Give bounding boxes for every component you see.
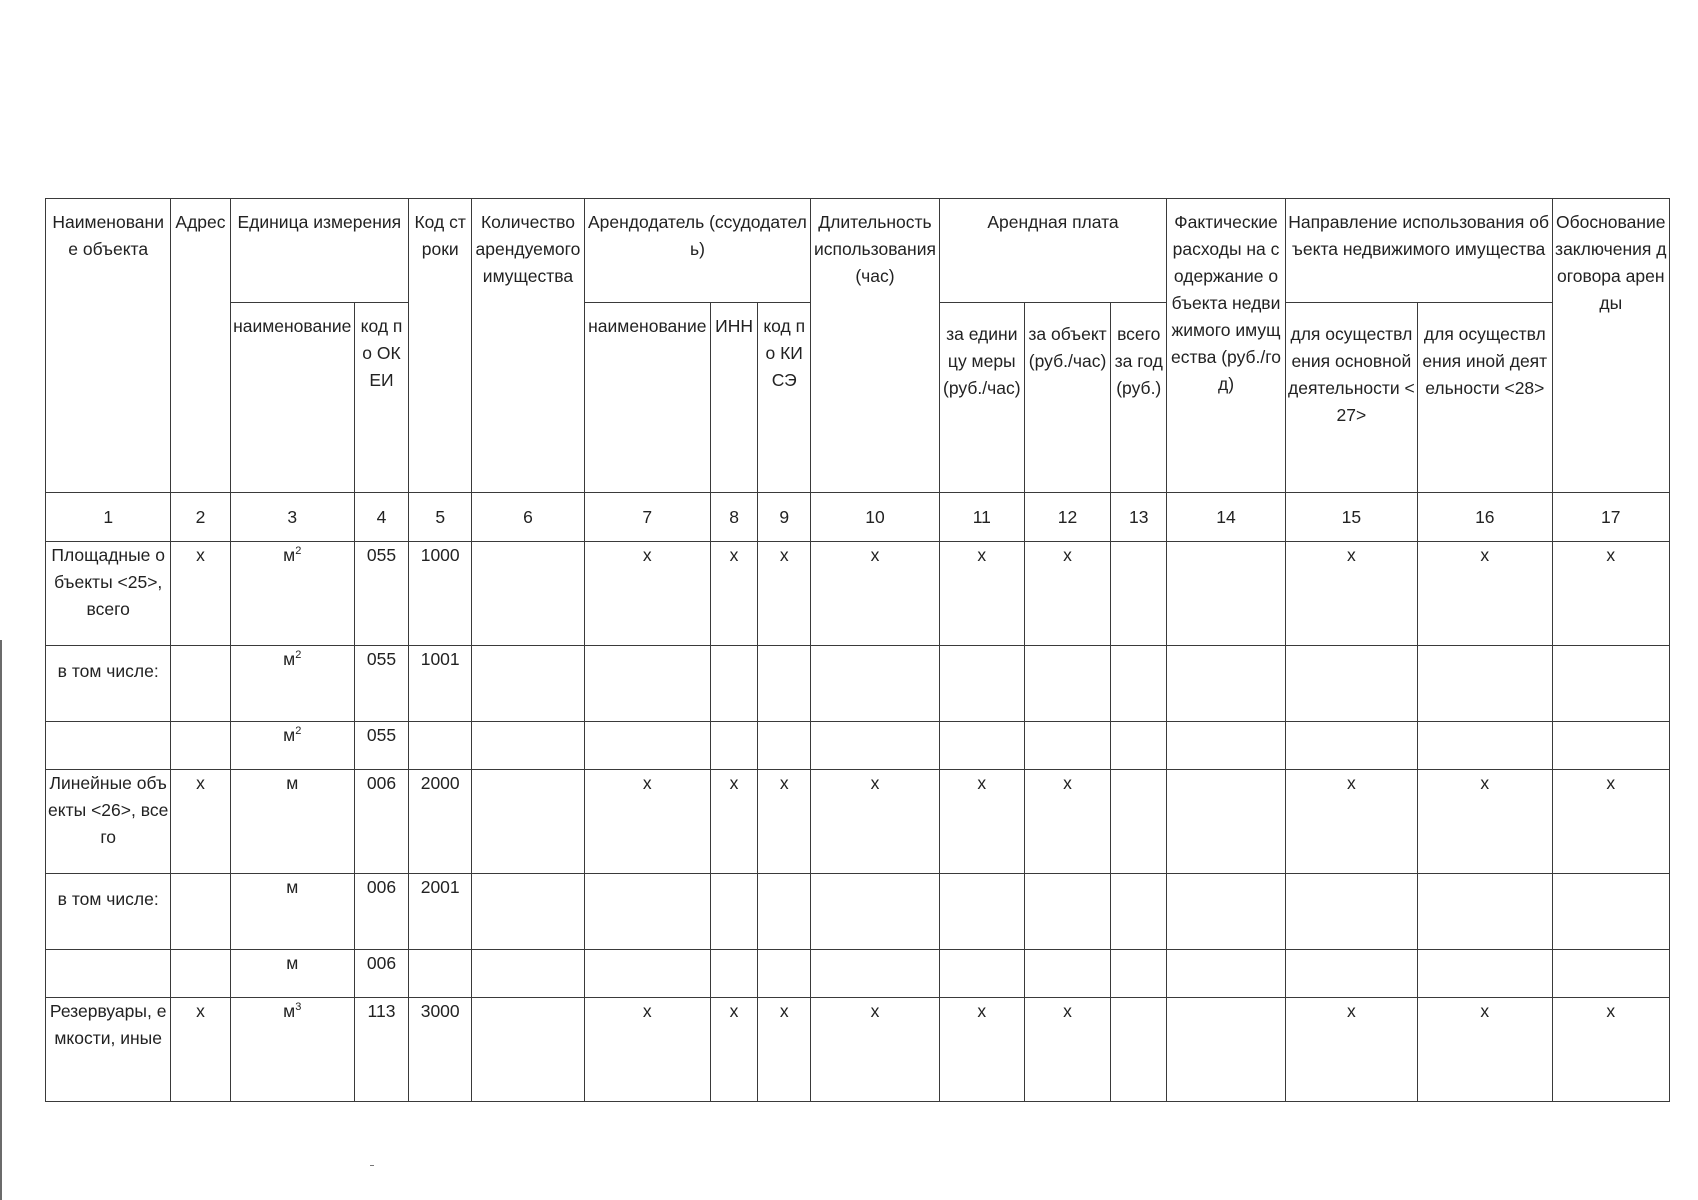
row-address: х xyxy=(171,998,230,1102)
table-row xyxy=(46,770,1670,874)
column-number-row xyxy=(46,493,1670,542)
row-object-name: Площадные объекты <25>, всего xyxy=(46,542,171,646)
row-quantity xyxy=(472,646,584,722)
row-landlord-inn: х xyxy=(710,542,757,646)
row-quantity xyxy=(472,998,584,1102)
row-basis: х xyxy=(1552,770,1669,874)
row-quantity xyxy=(472,950,584,998)
row-basis xyxy=(1552,874,1669,950)
row-unit-okei: 055 xyxy=(354,542,408,646)
row-landlord-inn: х xyxy=(710,998,757,1102)
table-row xyxy=(46,542,1670,646)
row-duration xyxy=(811,646,939,722)
row-code: 1000 xyxy=(409,542,472,646)
row-direction-other: х xyxy=(1418,770,1552,874)
row-rent-per-year xyxy=(1111,722,1167,770)
row-unit-okei: 113 xyxy=(354,998,408,1102)
row-basis xyxy=(1552,950,1669,998)
column-number: 1 xyxy=(46,493,171,542)
row-direction-other: х xyxy=(1418,998,1552,1102)
row-object-name: в том числе: xyxy=(46,646,171,722)
row-landlord-inn xyxy=(710,874,757,950)
unit-base: м xyxy=(283,649,296,669)
unit-base: м xyxy=(286,953,299,973)
row-rent-per-object xyxy=(1024,950,1110,998)
row-direction-main: х xyxy=(1285,998,1417,1102)
unit-base: м xyxy=(283,545,296,565)
row-unit-name xyxy=(230,770,354,874)
row-unit-name xyxy=(230,950,354,998)
row-rent-per-object: х xyxy=(1024,542,1110,646)
row-direction-other xyxy=(1418,950,1552,998)
row-expenses xyxy=(1167,646,1285,722)
header-object-name: Наименование объекта xyxy=(46,199,171,493)
row-direction-other: х xyxy=(1418,542,1552,646)
row-unit-okei: 055 xyxy=(354,646,408,722)
header-rent: Арендная плата xyxy=(939,199,1167,303)
header-quantity: Количество арендуемого имущества xyxy=(472,199,584,493)
unit-exponent: 2 xyxy=(295,725,302,738)
column-number: 4 xyxy=(354,493,408,542)
header-rent-per-object: за объект (руб./час) xyxy=(1024,303,1110,493)
row-address xyxy=(171,950,230,998)
row-duration: х xyxy=(811,770,939,874)
row-basis: х xyxy=(1552,542,1669,646)
row-expenses xyxy=(1167,770,1285,874)
row-rent-per-unit xyxy=(939,950,1024,998)
column-number: 12 xyxy=(1024,493,1110,542)
table-row xyxy=(46,998,1670,1102)
row-landlord-kise xyxy=(758,874,811,950)
header-duration: Длительность использования (час) xyxy=(811,199,939,493)
header-direction-main: для осуществления основной деятельности <27> xyxy=(1285,303,1417,493)
row-rent-per-year xyxy=(1111,542,1167,646)
row-landlord-kise: х xyxy=(758,770,811,874)
row-duration: х xyxy=(811,542,939,646)
row-address xyxy=(171,722,230,770)
row-landlord-name xyxy=(584,646,710,722)
row-quantity xyxy=(472,874,584,950)
row-direction-main: х xyxy=(1285,770,1417,874)
header-expenses: Фактические расходы на содержание объекта недвижимого имущества (руб./год) xyxy=(1167,199,1285,493)
row-unit-okei: 055 xyxy=(354,722,408,770)
row-code: 1001 xyxy=(409,646,472,722)
unit-exponent: 2 xyxy=(295,649,302,662)
column-number: 8 xyxy=(710,493,757,542)
header-basis: Обоснование заключения договора аренды xyxy=(1552,199,1669,493)
row-unit-okei: 006 xyxy=(354,770,408,874)
column-number: 7 xyxy=(584,493,710,542)
row-duration xyxy=(811,874,939,950)
header-unit-okei: код по ОКЕИ xyxy=(354,303,408,493)
row-address: х xyxy=(171,770,230,874)
row-code: 3000 xyxy=(409,998,472,1102)
column-number: 2 xyxy=(171,493,230,542)
row-direction-main xyxy=(1285,874,1417,950)
header-address: Адрес xyxy=(171,199,230,493)
row-landlord-name: х xyxy=(584,998,710,1102)
row-code: 2000 xyxy=(409,770,472,874)
row-duration xyxy=(811,722,939,770)
row-rent-per-object xyxy=(1024,874,1110,950)
table-row xyxy=(46,950,1670,998)
column-number: 6 xyxy=(472,493,584,542)
row-basis xyxy=(1552,722,1669,770)
row-rent-per-year xyxy=(1111,998,1167,1102)
row-unit-name xyxy=(230,646,354,722)
row-rent-per-unit xyxy=(939,874,1024,950)
row-rent-per-year xyxy=(1111,646,1167,722)
row-landlord-inn xyxy=(710,722,757,770)
row-direction-main: х xyxy=(1285,542,1417,646)
row-quantity xyxy=(472,542,584,646)
row-direction-main xyxy=(1285,950,1417,998)
row-unit-name xyxy=(230,722,354,770)
header-unit: Единица измерения xyxy=(230,199,409,303)
column-number: 16 xyxy=(1418,493,1552,542)
row-rent-per-unit: х xyxy=(939,770,1024,874)
row-landlord-name xyxy=(584,874,710,950)
column-number: 3 xyxy=(230,493,354,542)
column-number: 14 xyxy=(1167,493,1285,542)
table-row xyxy=(46,722,1670,770)
unit-base: м xyxy=(286,877,299,897)
row-landlord-kise xyxy=(758,722,811,770)
row-rent-per-object: х xyxy=(1024,998,1110,1102)
header-row-code: Код строки xyxy=(409,199,472,493)
column-number: 9 xyxy=(758,493,811,542)
header-direction: Направление использования объекта недвижимого имущества xyxy=(1285,199,1552,303)
column-number: 15 xyxy=(1285,493,1417,542)
row-landlord-name xyxy=(584,950,710,998)
row-rent-per-unit xyxy=(939,722,1024,770)
row-landlord-inn xyxy=(710,646,757,722)
row-landlord-kise: х xyxy=(758,998,811,1102)
row-basis xyxy=(1552,646,1669,722)
row-landlord-inn: х xyxy=(710,770,757,874)
unit-exponent: 2 xyxy=(295,545,302,558)
row-expenses xyxy=(1167,998,1285,1102)
unit-base: м xyxy=(286,773,299,793)
row-unit-okei: 006 xyxy=(354,874,408,950)
table-header xyxy=(46,199,1670,542)
row-expenses xyxy=(1167,950,1285,998)
table-row xyxy=(46,874,1670,950)
row-object-name xyxy=(46,950,171,998)
row-quantity xyxy=(472,722,584,770)
row-object-name: Линейные объекты <26>, всего xyxy=(46,770,171,874)
row-direction-other xyxy=(1418,874,1552,950)
header-landlord-kise: код по КИСЭ xyxy=(758,303,811,493)
row-expenses xyxy=(1167,722,1285,770)
unit-exponent: 3 xyxy=(295,1001,302,1014)
table-row xyxy=(46,646,1670,722)
header-landlord-name: наименование xyxy=(584,303,710,493)
unit-base: м xyxy=(283,725,296,745)
row-direction-other xyxy=(1418,722,1552,770)
row-landlord-kise: х xyxy=(758,542,811,646)
row-address: х xyxy=(171,542,230,646)
header-landlord: Арендодатель (ссудодатель) xyxy=(584,199,811,303)
row-landlord-name: х xyxy=(584,542,710,646)
row-rent-per-year xyxy=(1111,950,1167,998)
row-code: 2001 xyxy=(409,874,472,950)
table-body xyxy=(46,542,1670,1102)
row-object-name: в том числе: xyxy=(46,874,171,950)
row-unit-name xyxy=(230,998,354,1102)
row-code xyxy=(409,950,472,998)
row-unit-name xyxy=(230,542,354,646)
row-unit-name xyxy=(230,874,354,950)
row-code xyxy=(409,722,472,770)
column-number: 17 xyxy=(1552,493,1669,542)
row-quantity xyxy=(472,770,584,874)
row-landlord-name: х xyxy=(584,770,710,874)
row-rent-per-object xyxy=(1024,646,1110,722)
header-landlord-inn: ИНН xyxy=(710,303,757,493)
rent-table xyxy=(45,198,1670,1102)
row-address xyxy=(171,874,230,950)
row-duration xyxy=(811,950,939,998)
column-number: 5 xyxy=(409,493,472,542)
row-expenses xyxy=(1167,542,1285,646)
header-unit-name: наименование xyxy=(230,303,354,493)
unit-base: м xyxy=(283,1001,296,1021)
row-direction-other xyxy=(1418,646,1552,722)
row-rent-per-object xyxy=(1024,722,1110,770)
row-landlord-kise xyxy=(758,646,811,722)
header-rent-per-year: всего за год (руб.) xyxy=(1111,303,1167,493)
row-basis: х xyxy=(1552,998,1669,1102)
row-direction-main xyxy=(1285,646,1417,722)
row-object-name: Резервуары, емкости, иные xyxy=(46,998,171,1102)
row-landlord-kise xyxy=(758,950,811,998)
row-landlord-name xyxy=(584,722,710,770)
header-rent-per-unit: за единицу меры (руб./час) xyxy=(939,303,1024,493)
row-rent-per-object: х xyxy=(1024,770,1110,874)
column-number: 10 xyxy=(811,493,939,542)
row-rent-per-year xyxy=(1111,770,1167,874)
row-direction-main xyxy=(1285,722,1417,770)
column-number: 13 xyxy=(1111,493,1167,542)
scan-speck xyxy=(370,1165,374,1166)
row-rent-per-unit: х xyxy=(939,998,1024,1102)
header-direction-other: для осуществления иной деятельности <28> xyxy=(1418,303,1552,493)
row-rent-per-year xyxy=(1111,874,1167,950)
row-object-name xyxy=(46,722,171,770)
row-expenses xyxy=(1167,874,1285,950)
column-number: 11 xyxy=(939,493,1024,542)
row-unit-okei: 006 xyxy=(354,950,408,998)
row-rent-per-unit xyxy=(939,646,1024,722)
row-duration: х xyxy=(811,998,939,1102)
row-rent-per-unit: х xyxy=(939,542,1024,646)
row-landlord-inn xyxy=(710,950,757,998)
scan-edge-line xyxy=(0,640,2,1200)
row-address xyxy=(171,646,230,722)
